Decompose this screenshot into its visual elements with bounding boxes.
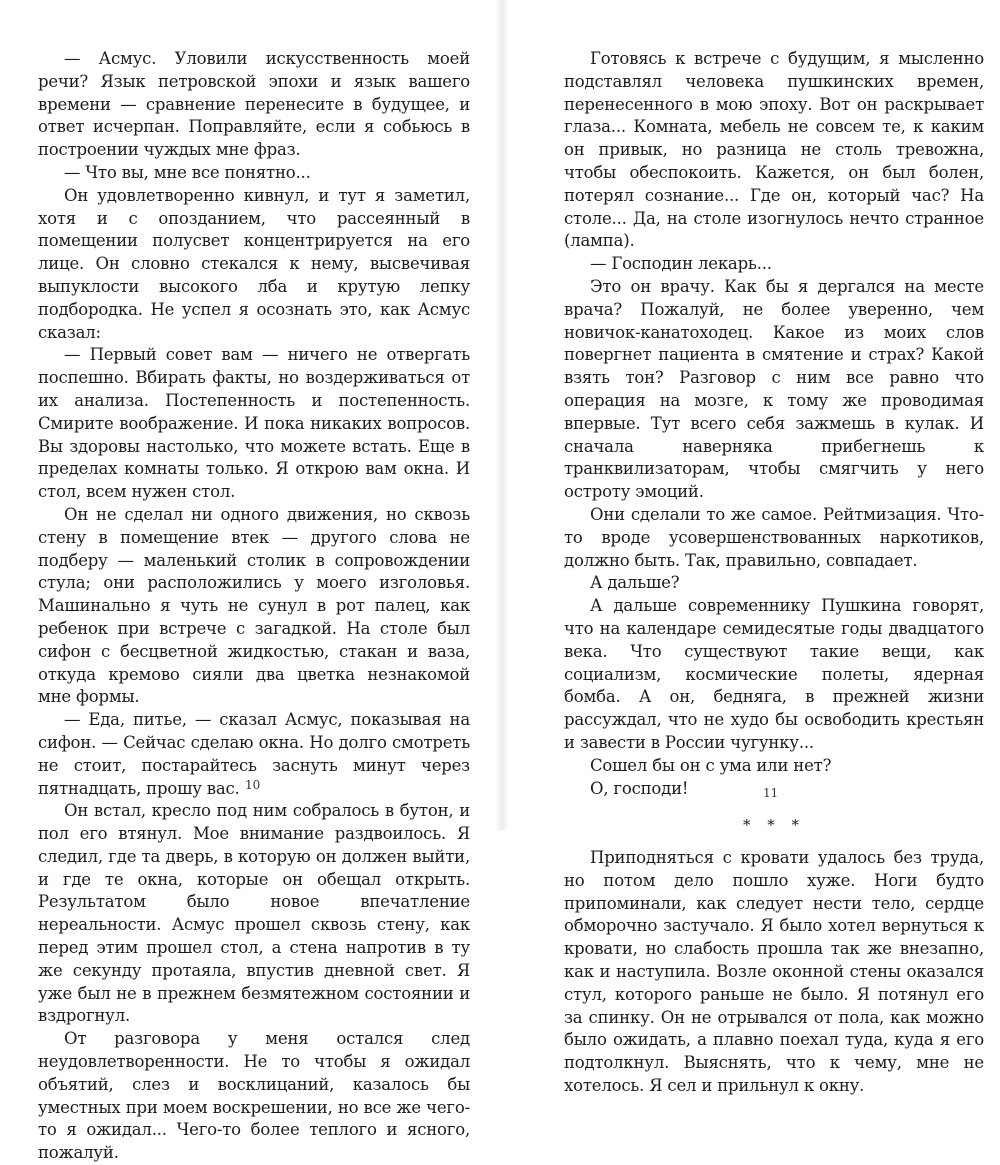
paragraph: Сошел бы он с ума или нет?: [590, 755, 832, 775]
paragraph: От разговора у меня остался след неудовлетворенности. Не то чтобы я ожидал объятий, слез и восклицаний, казалось бы уместных при моем воскрешении, но все же чего-то я ожидал... Чего-то более теплого и ясного, пожалуй.: [38, 1029, 470, 1163]
paragraph: Он встал, кресло под ним собралось в бутон, и пол его втянул. Мое внимание раздвоилось. Я следил, где та дверь, в которую он должен выйти, и где те окна, которые он обещал открыть. Результатом было новое впечатление нереальности. Асмус прошел сквозь стену, как перед этим прошел стол, а стена напротив в ту же секунду протаяла, впустив дневной свет. Я уже был не в прежнем безмятежном состоянии и вздрогнул.: [38, 801, 470, 1026]
right-page: [509, 0, 1000, 1096]
paragraph: — Первый совет вам — ничего не отвергать поспешно. Вбирать факты, но воздерживаться от их анализа. Постепенность и постепенность. Смирите воображение. И пока никаких вопросов. Вы здоровы настолько, что можете встать. Еще в пределах комнаты только. Я открою вам окна. И стол, всем нужен стол.: [38, 345, 470, 502]
paragraph: — Что вы, мне все понятно...: [64, 162, 311, 182]
right-page-text: [564, 48, 984, 1098]
book-gutter: [495, 0, 509, 830]
paragraph: Он удовлетворенно кивнул, и тут я заметил, хотя и с опозданием, что рассеянный в помещении полусвет концентрируется на его лице. Он словно стекался к нему, высвечивая выпуклости высокого лба и крутую лепку подбородка. Не успел я осознать это, как Асмус сказал:: [38, 185, 470, 342]
section-break: * * *: [742, 816, 806, 835]
paragraph: Готовясь к встрече с будущим, я мысленно подставлял человека пушкинских времен, перенесенного в мою эпоху. Вот он раскрывает глаза... Комната, мебель не совсем те, к каким он привык, но разница не столь тревожна, чтобы обеспокоить. Кажется, он был болен, потерял сознание... Где он, который час? На столе... Да, на столе изогнулось нечто странное (лампа).: [564, 49, 984, 251]
paragraph: — Еда, питье, — сказал Асмус, показывая на сифон. — Сейчас сделаю окна. Но долго смотреть не стоит, постарайтесь заснуть минут через пятнадцать, прошу вас.: [38, 710, 470, 798]
paragraph: Он не сделал ни одного движения, но сквозь стену в помещение втек — другого слова не подберу — маленький столик в сопровождении стула; они расположились у моего изголовья. Машинально я чуть не сунул в рот палец, как ребенок при встрече с загадкой. На столе был сифон с бесцветной жидкостью, стакан и ваза, откуда кремово сияли два цветка незнакомой мне формы.: [38, 504, 470, 707]
paragraph: О, господи!: [590, 778, 689, 798]
page-number: 11: [763, 786, 779, 800]
paragraph: А дальше?: [590, 573, 680, 593]
left-page: [0, 0, 495, 1163]
paragraph: Это он врачу. Как бы я дергался на месте врача? Пожалуй, не более уверенно, чем новичок-канатоходец. Какое из моих слов повергнет пациента в смятение и страх? Какой взять тон? Разговор с ним все равно что операция на мозге, к тому же проводимая впервые. Тут всего себя зажмешь в кулак. И сначала наверняка прибегнешь к транквилизаторам, чтобы смягчить у него остроту эмоций.: [564, 276, 984, 502]
paragraph: Приподняться с кровати удалось без труда, но потом дело пошло хуже. Ноги будто припоминали, как следует нести тело, сердце обморочно застучало. Я было хотел вернуться к кровати, но слабость прошла так же внезапно, как и наступила. Возле оконной стены оказался стул, которого раньше не было. Я потянул его за спинку. Он не отрывался от пола, как можно было ожидать, а плавно поехал туда, куда я его подтолкнул. Выяснять, что к чему, мне не хотелось. Я сел и прильнул к окну.: [564, 848, 984, 1096]
page-number: 10: [245, 778, 261, 792]
paragraph: Они сделали то же самое. Рейтмизация. Что-то вроде усовершенствованных наркотиков, должно быть. Так, правильно, совпадает.: [564, 504, 984, 570]
paragraph: — Асмус. Уловили искусственность моей речи? Язык петровской эпохи и язык вашего времени — сравнение перенесите в будущее, и ответ исчерпан. Поправляйте, если я собьюсь в построении чуждых мне фраз.: [38, 49, 470, 160]
paragraph: — Господин лекарь...: [590, 254, 772, 274]
left-page-text: [38, 48, 470, 1165]
paragraph: А дальше современнику Пушкина говорят, что на календаре семидесятые годы двадцатого века. Что существуют такие вещи, как социализм, космические полеты, ядерная бомба. А он, бедняга, в прежней жизни рассуждал, что не худо бы освободить крестьян и завести в России чугунку...: [564, 596, 984, 752]
